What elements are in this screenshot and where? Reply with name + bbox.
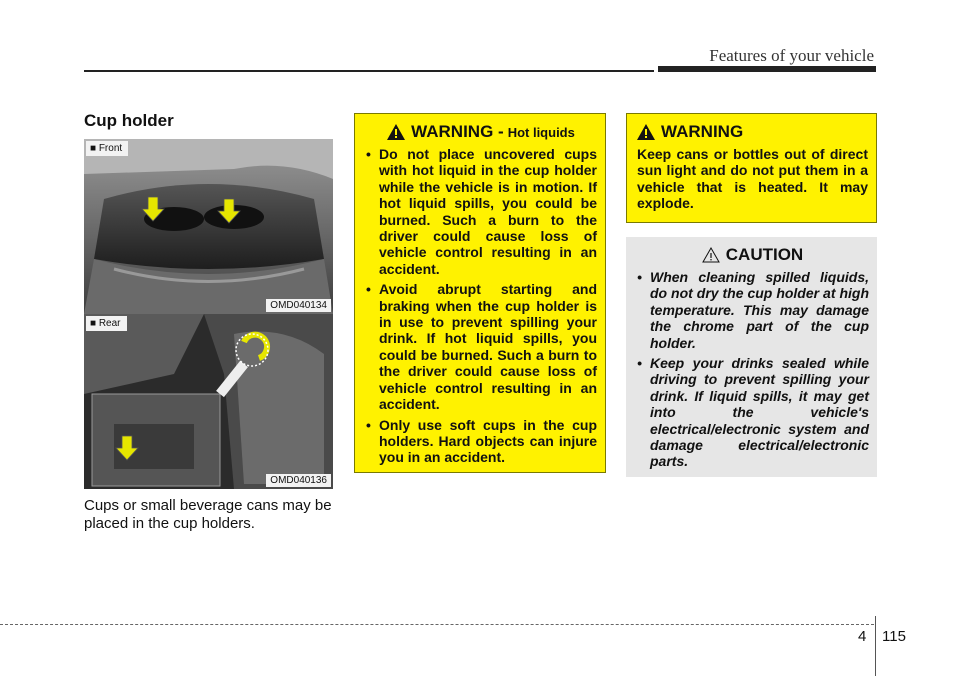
warning-cans-heading: WARNING	[661, 122, 744, 141]
section-title: Cup holder	[84, 111, 174, 130]
front-cup-holder-photo	[84, 139, 333, 314]
photo-label-rear: ■ Rear	[86, 316, 127, 331]
photo-code-rear: OMD040136	[266, 474, 331, 487]
caution-box	[626, 237, 877, 477]
warning-hot-header	[365, 122, 597, 142]
page-number: 115	[882, 628, 906, 645]
warning-triangle-icon	[387, 124, 405, 140]
warning-hot-list	[365, 146, 597, 466]
footer-rule	[0, 624, 874, 625]
warning-hot-liquids-box	[354, 113, 606, 473]
warning-hot-subheading: Hot liquids	[507, 124, 575, 140]
caution-header	[636, 245, 869, 265]
warning-cans-header	[637, 122, 868, 142]
warning-triangle-icon	[637, 124, 655, 140]
footer-divider	[875, 616, 876, 676]
warning-hot-item: • Avoid abrupt starting and braking when the cup holder is in use to prevent spilling your drink. If hot liquid spills, you could be burned. Such a burn to the driver could cause loss of vehicle control resulting in an accident.	[365, 281, 597, 412]
caution-list	[636, 269, 869, 470]
caution-item: • Keep your drinks sealed while driving to prevent spilling your drink. If liquid spills, it may get into the vehicle's electrical/electronic system and damage electrical/electronic parts.	[636, 355, 869, 470]
photo-code-front: OMD040134	[266, 299, 331, 312]
header-rule	[84, 70, 654, 72]
rear-cup-holder-photo	[84, 314, 333, 489]
rear-cup-holder-illustration	[84, 314, 333, 489]
chapter-number: 4	[858, 628, 867, 645]
front-cup-holder-illustration	[84, 139, 333, 314]
caution-triangle-icon	[702, 247, 720, 263]
warning-cans-text: Keep cans or bottles out of direct sun light and do not put them in a vehicle that is heated. It may explode.	[637, 146, 868, 212]
body-paragraph: Cups or small beverage cans may be placed in the cup holders.	[84, 497, 332, 532]
caution-heading: CAUTION	[725, 245, 804, 264]
warning-hot-heading: WARNING -	[411, 122, 504, 141]
warning-hot-item: • Only use soft cups in the cup holders. Hard objects can injure you in an accident.	[365, 417, 597, 466]
warning-hot-item: • Do not place uncovered cups with hot liquid in the cup holder while the vehicle is in motion. If hot liquid spills, you could be burned. Such a burn to the driver could cause loss of vehicle control resulting in an accident.	[365, 146, 597, 277]
caution-item: • When cleaning spilled liquids, do not dry the cup holder at high temperature. This may damage the chrome part of the cup holder.	[636, 269, 869, 351]
header-rule-thick	[658, 66, 876, 72]
warning-cans-box	[626, 113, 877, 223]
running-header: Features of your vehicle	[709, 46, 874, 65]
photo-label-front: ■ Front	[86, 141, 128, 156]
